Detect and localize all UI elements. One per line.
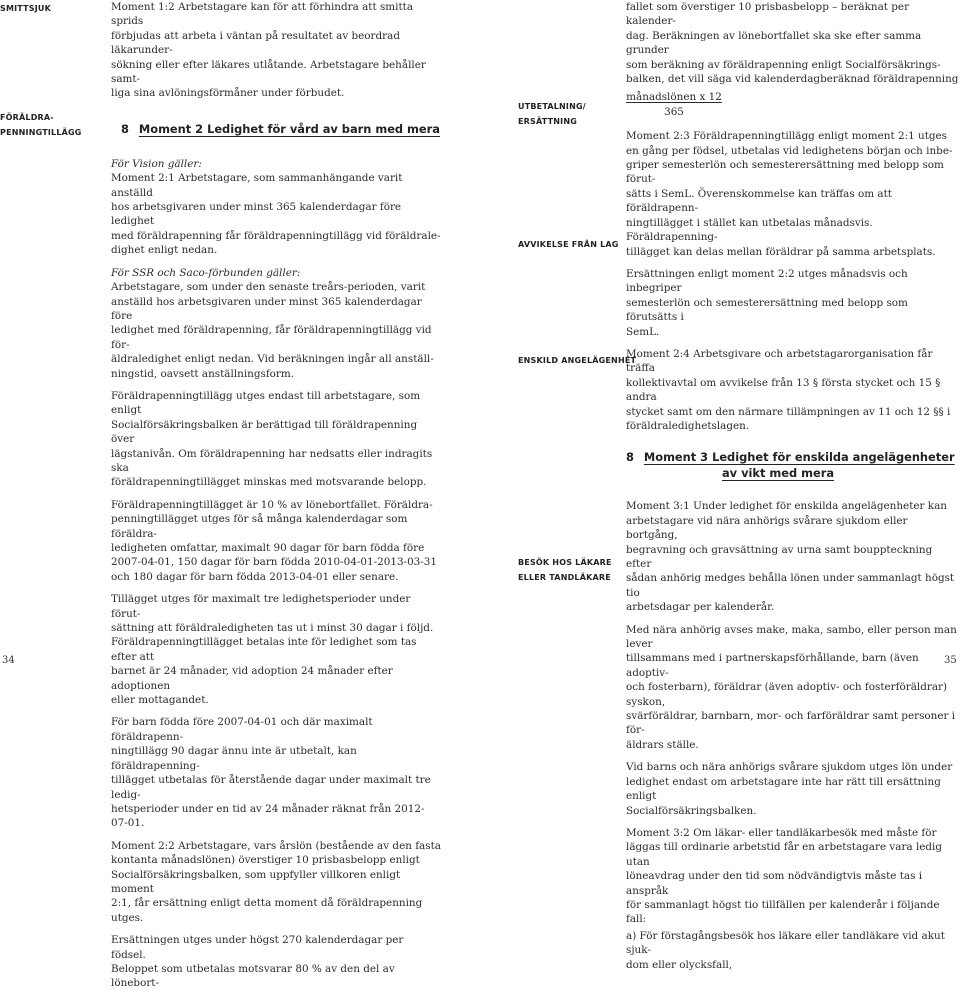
sidebar-label-smittsjuk: SMITTSJUK — [0, 4, 52, 13]
moment-2-4-text: Moment 2:4 Arbetsgivare och arbetstagarorganisation får träffa kollektivavtal om avvikelse från 13 § första stycket och 15 § andra stycket samt om den närmare tillämpningen av 11 och 12 §§ i föräldraledighetslagen. — [626, 347, 951, 432]
formula-denominator: 365 — [664, 105, 684, 118]
paragraph-tillagg-procent: Föräldrapenningtillägget är 10 % av lönebortfallet. Föräldra- penningtillägget utges för så många kalenderdagar som föräldra- ledigheten omfattar, maximalt 90 dagar för barn födda före 2007-04-01, 150 dagar för barn födda 2010-04-01-2013-03-31 och 180 dagar för barn födda 2013-04-01 eller senare. — [111, 498, 438, 583]
heading-number: 8 — [626, 450, 634, 465]
formula-fraction — [626, 90, 722, 119]
right-column — [626, 0, 960, 980]
paragraph-nara-anhorig: Med nära anhörig avses make, maka, sambo, eller person man lever tillsammans med i partnerskapsförhållande, barn (även adoptiv- och fosterbarn), föräldrar (även adoptiv- och fosterföräldrar) syskon, svärföräldrar, barnbarn, mor- och farföräldrar samt personer i för- äldrars ställe. — [626, 623, 957, 751]
moment-1-2-text: Moment 1:2 Arbetstagare kan för att förhindra att smitta sprids förbjudas att arbeta i väntan på resultatet av beordrad läkarunder- sökning eller efter läkares utlåtande. Arbetstagare behåller samt- liga sina avlöningsförmåner under förbudet. — [111, 1, 426, 100]
ssr-saco-text: Arbetstagare, som under den senaste treårs-perioden, varit anställd hos arbetsgivaren under minst 365 kalenderdagar före ledighet med föräldrapenning, får föräldrapenningtillägg vid för- äldraledighet enligt nedan. Vid beräkningen ingår all anställ- ningstid, oavsett anställningsform. — [111, 281, 434, 380]
heading-number: 8 — [121, 121, 129, 136]
left-column — [111, 0, 441, 999]
paragraph-ersattning-manadsvis: Ersättningen enligt moment 2:2 utges månadsvis och inbegriper semesterlön och semesterersättning med belopp som förutsätts i SemL. — [626, 267, 908, 338]
section-heading-moment-2 — [121, 121, 441, 137]
moment-2-3-text: Moment 2:3 Föräldrapenningtillägg enligt moment 2:1 utges en gång per födsel, utbetalas vid ledighetens början och inbe- griper semesterlön och semesterersättning med belopp som förut- sätts i SemL. Överenskommelse kan träffas om att föräldrapenn- ningtillägget i stället kan utbetalas månadsvis. Föräldrapenning- tillägget kan delas mellan föräldrar på samma arbetsplats. — [626, 130, 953, 258]
paragraph-barns-sjukdom: Vid barns och nära anhörigs svårare sjukdom utges lön under ledighet endast om arbetstagare inte har rätt till ersättning enligt Socialförsäkringsbalken. — [626, 761, 953, 817]
moment-2-2-text: Moment 2:2 Arbetstagare, vars årslön (bestående av den fasta kontanta månadslönen) överstiger 10 prisbasbelopp enligt Socialförsäkringsbalken, som uppfyller villkoren enligt moment 2:1, får ersättning enligt detta moment då föräldrapenning utges. — [111, 839, 441, 924]
page-number-left: 34 — [2, 655, 15, 666]
vision-label: För Vision gäller: — [111, 157, 202, 170]
sidebar-label-avvikelse: AVVIKELSE FRÅN LAG — [518, 240, 619, 249]
moment-2-1-text: Moment 2:1 Arbetstagare, som sammanhängande varit anställd hos arbetsgivaren under minst 365 kalenderdagar före ledighet med föräldrapenning får föräldrapenningtillägg vid föräldrale- dighet enligt nedan. — [111, 172, 441, 257]
list-item-a: a) För förstagångsbesök hos läkare eller tandläkare vid akut sjuk- dom eller olycksfall, — [626, 929, 945, 971]
sidebar-label-enskild: ENSKILD ANGELÄGENHET — [518, 356, 637, 365]
sidebar-label-besok: BESÖK HOS LÄKARE ELLER TANDLÄKARE — [518, 558, 612, 582]
paragraph-barn-fodda-fore: För barn födda före 2007-04-01 och där maximalt föräldrapenn- ningtillägg 90 dagar ännu inte är utbetalt, kan föräldrapenning- tillägget utbetalas för återstående dagar under maximalt tre ledig- hetsperioder under en tid av 24 månader räknat från 2012-07-01. — [111, 716, 431, 830]
page-number-right: 35 — [944, 655, 957, 666]
paragraph-lonebortfall: fallet som överstiger 10 prisbasbelopp – beräknat per kalender- dag. Beräkningen av lönebortfallet ska ske efter samma grunder som beräkning av föräldrapenning enligt Socialförsäkrings- balken, det vill säga vid kalenderdagberäknad föräldrapenning — [626, 1, 959, 86]
moment-3-2-text: Moment 3:2 Om läkar- eller tandläkarbesök med måste för läggas till ordinarie arbetstid får en arbetstagare vara ledig utan löneavdrag under den tid som nödvändigtvis måste tas i anspråk för sammanlagt högst tio tillfällen per kalenderår i följande fall: — [626, 826, 943, 926]
heading-title: Moment 2 Ledighet för vård av barn med mera — [138, 121, 440, 136]
sidebar-label-foraldrapenningtillagg: FÖRÄLDRA- PENNINGTILLÄGG — [0, 113, 82, 137]
moment-3-1-text: Moment 3:1 Under ledighet för enskilda angelägenheter kan arbetstagare vid nära anhörigs svårare sjukdom eller bortgång, begravning och gravsättning av urna samt bouppteckning efter sådan anhörig medges behålla lönen under sammanlagt högst tio arbetsdagar per kalenderår. — [626, 500, 955, 614]
heading-title-line2: av vikt med mera — [722, 466, 835, 481]
formula-numerator: månadslönen x 12 — [626, 91, 722, 104]
heading-title-line1: Moment 3 Ledighet för enskilda angelägenheter — [643, 450, 955, 465]
paragraph-ersattning-270: Ersättningen utges under högst 270 kalenderdagar per födsel. Beloppet som utbetalas motsvarar 80 % av den del av lönebort- — [111, 934, 404, 990]
ssr-saco-label: För SSR och Saco-förbunden gäller: — [111, 266, 301, 279]
sidebar-label-utbetalning: UTBETALNING/ ERSÄTTNING — [518, 102, 586, 126]
paragraph-foraldrapenning-villkor: Föräldrapenningtillägg utges endast till arbetstagare, som enligt Socialförsäkringsbalken är berättigad till föräldrapenning över lägstanivån. Om föräldrapenning har nedsatts eller indragits ska föräldrapenningtillägget minskas med motsvarande belopp. — [111, 389, 433, 489]
paragraph-ledighetsperioder: Tillägget utges för maximalt tre ledighetsperioder under förut- sättning att föräldraledigheten tas ut i minst 30 dagar i följd. Föräldrapenningtillägget betalas inte för ledighet som tas efter att barnet är 24 månader, vid adoption 24 månader efter adoptionen eller mottagandet. — [111, 593, 434, 707]
section-heading-moment-3 — [626, 449, 960, 481]
